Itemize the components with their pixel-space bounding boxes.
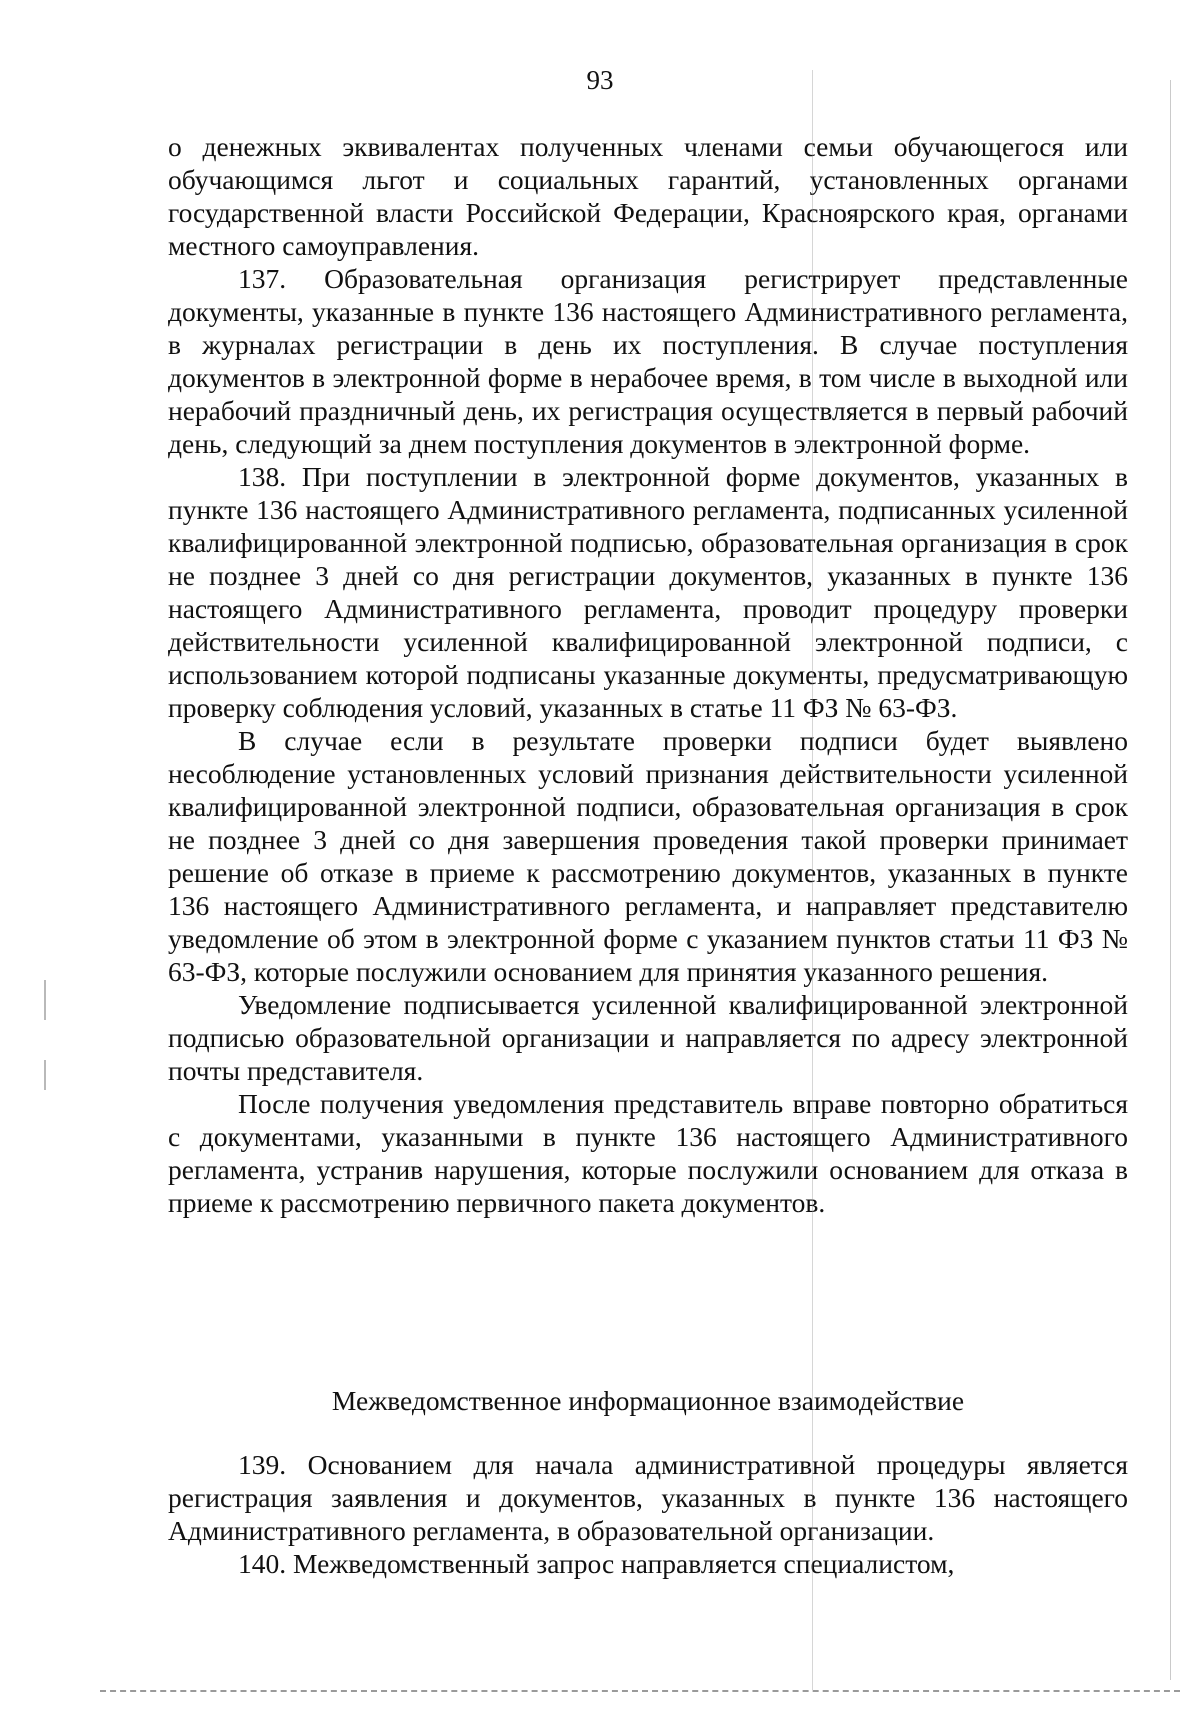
paragraph-resubmission: После получения уведомления представитель вправе повторно обратиться с документами, указанными в пункте 136 настоящего Административного регламента, устранив нарушения, которые послужили основанием для отказа в приеме к рассмотрению первичного пакета документов. bbox=[168, 1088, 1128, 1218]
paragraph-signature-check: В случае если в результате проверки подписи будет выявлено несоблюдение установленных условий признания действительности усиленной квалифицированной электронной подписи, образовательная организация в срок не позднее 3 дней со дня завершения проведения такой проверки принимает решение об отказе в приеме к рассмотрению документов, указанных в пункте 136 настоящего Административного регламента, и направляет представителю уведомление об этом в электронной форме с указанием пунктов статьи 11 ФЗ № 63-ФЗ, которые послужили основанием для принятия указанного решения. bbox=[168, 725, 1128, 987]
scan-bottom-edge bbox=[100, 1690, 1180, 1694]
paragraph-139: 139. Основанием для начала административной процедуры является регистрация заявления и документов, указанных в пункте 136 настоящего Административного регламента, в образовательной организации. bbox=[168, 1449, 1128, 1546]
section-heading: Межведомственное информационное взаимодействие bbox=[331, 1385, 965, 1416]
paragraph-138: 138. При поступлении в электронной форме документов, указанных в пункте 136 настоящего Административного регламента, подписанных усиленной квалифицированной электронной подписью, образовательная организация в срок не позднее 3 дней со дня регистрации документов, указанных в пункте 136 настоящего Административного регламента, проводит процедуру проверки действительности усиленной квалифицированной электронной подписи, с использованием которой подписаны указанные документы, предусматривающую проверку соблюдения условий, указанных в статье 11 ФЗ № 63-ФЗ. bbox=[168, 461, 1128, 723]
page-number: 93 bbox=[586, 65, 614, 95]
paragraph-140: 140. Межведомственный запрос направляется специалистом, bbox=[238, 1548, 955, 1579]
scan-left-mark bbox=[44, 980, 46, 1020]
document-body-upper bbox=[168, 130, 1128, 1219]
document-body-lower bbox=[168, 1448, 1128, 1580]
scan-fold-line bbox=[812, 70, 813, 1690]
paragraph-continuation: о денежных эквивалентах полученных членами семьи обучающегося или обучающимся льгот и социальных гарантий, установленных органами государственной власти Российской Федерации, Красноярского края, органами местного самоуправления. bbox=[168, 131, 1128, 261]
paragraph-137: 137. Образовательная организация регистрирует представленные документы, указанные в пункте 136 настоящего Административного регламента, в журналах регистрации в день их поступления. В случае поступления документов в электронной форме в нерабочее время, в том числе в выходной или нерабочий праздничный день, их регистрация осуществляется в первый рабочий день, следующий за днем поступления документов в электронной форме. bbox=[168, 263, 1128, 459]
paragraph-notification: Уведомление подписывается усиленной квалифицированной электронной подписью образовательной организации и направляется по адресу электронной почты представителя. bbox=[168, 989, 1128, 1086]
scan-left-mark bbox=[44, 1060, 46, 1090]
scan-right-edge-line bbox=[1170, 80, 1171, 1680]
